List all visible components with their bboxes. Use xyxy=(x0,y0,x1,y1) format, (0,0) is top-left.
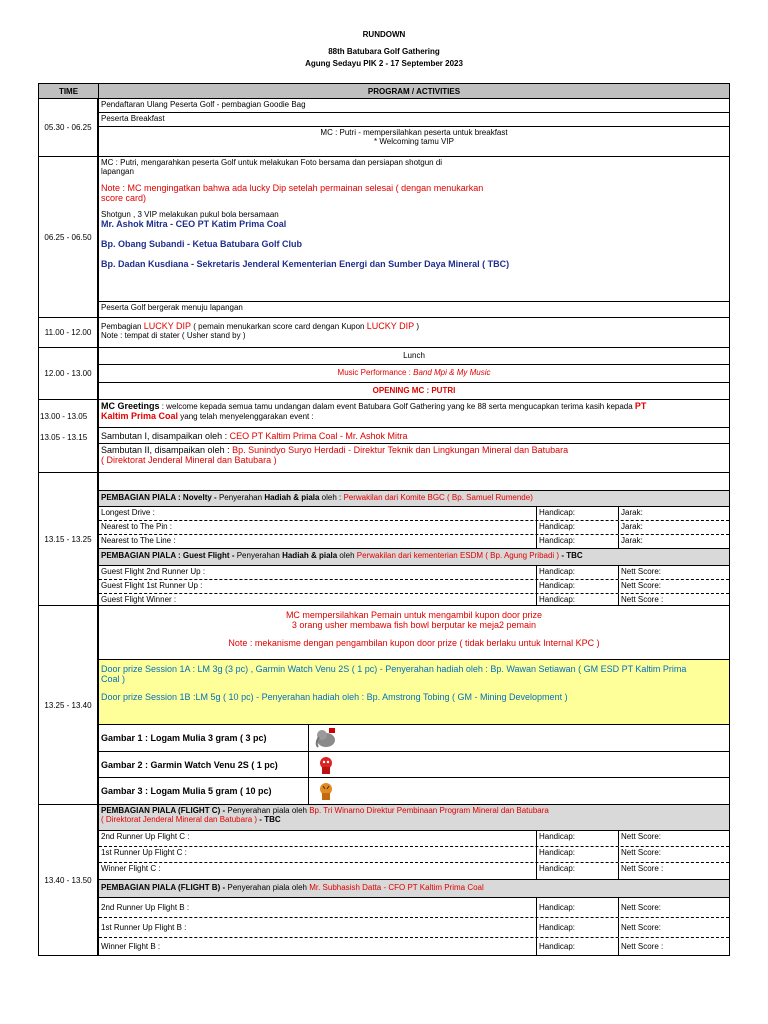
award-name: 2nd Runner Up Flight B : xyxy=(99,898,537,917)
lucky-dip-text: ) xyxy=(414,322,419,331)
activity-line xyxy=(99,127,729,156)
lucky-dip-label: LUCKY DIP xyxy=(143,321,192,331)
welcoming-note: * Welcoming tamu VIP xyxy=(374,137,454,146)
guest-flight-header xyxy=(99,549,729,566)
door-prize-1b: Door prize Session 1B :LM 5g ( 10 pc) - Penyerahan hadiah oleh : Bp. Amstrong Tobing ( GM - Mining Development ) xyxy=(101,692,568,702)
handicap-label: Handicap: xyxy=(537,863,619,879)
score-label: Jarak: xyxy=(621,508,643,517)
award-name: Guest Flight 1st Runner Up : xyxy=(99,580,537,593)
greet-company: Kaltim Prima Coal xyxy=(101,411,179,421)
list-item xyxy=(99,918,729,938)
music-performance xyxy=(99,365,729,382)
lunch-label: Lunch xyxy=(99,348,729,365)
header-text: Penyerahan xyxy=(218,493,265,502)
vip-name: Bp. Obang Subandi - Ketua Batubara Golf Club xyxy=(101,239,303,249)
table-row xyxy=(39,348,729,400)
vip-name: Mr. Ashok Mitra - CEO PT Katim Prima Coal xyxy=(101,219,287,229)
list-item xyxy=(99,535,729,549)
handicap-label: Handicap: xyxy=(537,847,619,862)
elephant-mascot-icon xyxy=(309,725,343,751)
mc-instruction-cont: lapangan xyxy=(101,167,134,176)
sambutan-2 xyxy=(99,444,729,472)
table-row xyxy=(39,473,729,606)
time-cell: 05.30 - 06.25 xyxy=(39,99,99,156)
greet-text: yang telah menyelenggarakan event : xyxy=(178,412,314,421)
activity-line: Peserta Golf bergerak menuju lapangan xyxy=(101,303,243,312)
time-cell: 13.25 - 13.40 xyxy=(39,606,99,804)
time-value: 13.00 - 13.05 xyxy=(40,412,88,421)
greet-label: MC Greetings xyxy=(101,401,160,411)
time-cell: 06.25 - 06.50 xyxy=(39,157,99,317)
mc-instruction: MC : Putri, mengarahkan peserta Golf untuk melakukan Foto bersama dan persiapan shotgun di xyxy=(101,158,443,167)
handicap-label: Handicap: xyxy=(537,507,619,520)
prize-label: Gambar 2 : Garmin Watch Venu 2S ( 1 pc) xyxy=(99,752,309,777)
table-row xyxy=(39,157,729,318)
sambutan-1 xyxy=(99,428,729,444)
score-label: Nett Score: xyxy=(621,832,662,841)
prize-image-row xyxy=(99,725,729,752)
music-label: Music Performance : xyxy=(337,368,414,378)
header-presenter: Bp. Tri Winarno Direktur Pembinaan Program Mineral dan Batubara xyxy=(309,806,549,815)
tiger-mascot-icon xyxy=(309,778,343,804)
opening-mc: OPENING MC : PUTRI xyxy=(372,385,456,395)
sambutan-label: Sambutan I, disampaikan oleh : xyxy=(101,431,230,441)
table-row xyxy=(39,606,729,805)
event-venue: Agung Sedayu PIK 2 - 17 September 2023 xyxy=(305,59,463,68)
header-label: PEMBAGIAN PIALA : Guest Flight - xyxy=(101,551,237,560)
prize-label: Gambar 1 : Logam Mulia 3 gram ( 3 pc) xyxy=(99,725,309,751)
header-tbc: - TBC xyxy=(257,815,281,824)
sambutan-speaker: CEO PT Kaltim Prima Coal - Mr. Ashok Mitra xyxy=(229,431,408,441)
list-item xyxy=(99,847,729,863)
doc-title: RUNDOWN xyxy=(362,30,406,39)
prize-image-row xyxy=(99,752,729,778)
header-presenter: Mr. Subhasish Datta - CFO PT Kaltim Prima Coal xyxy=(309,883,484,892)
score-label: Nett Score : xyxy=(621,864,664,873)
door-prize-1a: Door prize Session 1A : LM 3g (3 pc) , Garmin Watch Venu 2S ( 1 pc) - Penyerahan hadiah oleh : Bp. Wawan Setiawan ( GM ESD PT Kaltim Prima xyxy=(101,664,687,674)
red-mascot-icon xyxy=(309,752,343,777)
list-item xyxy=(99,831,729,847)
table-row xyxy=(39,99,729,157)
door-prize-1a-cont: Coal ) xyxy=(101,674,126,684)
mc-instruction-cont: 3 orang usher membawa fish bowl berputar ke meja2 pemain xyxy=(291,620,537,630)
prize-image-row xyxy=(99,778,729,804)
award-name: Winner Flight C : xyxy=(99,863,537,879)
header-label: PEMBAGIAN PIALA : Novelty - xyxy=(101,493,219,502)
music-band: Band Mpi & My Music xyxy=(413,368,491,378)
mc-greetings xyxy=(99,400,729,428)
lucky-dip-text: Pembagian xyxy=(101,322,144,331)
handicap-label: Handicap: xyxy=(537,831,619,846)
list-item xyxy=(99,580,729,594)
score-label: Nett Score: xyxy=(621,923,662,932)
handicap-label: Handicap: xyxy=(537,918,619,937)
header-text: Penyerahan piala oleh xyxy=(227,883,310,892)
award-name: Winner Flight B : xyxy=(99,938,537,955)
header-text: Hadiah & piala xyxy=(264,493,320,502)
table-row xyxy=(39,805,729,955)
flight-b-header xyxy=(99,880,729,898)
score-label: Jarak: xyxy=(621,536,643,545)
award-name: Guest Flight 2nd Runner Up : xyxy=(99,566,537,579)
score-label: Nett Score: xyxy=(621,903,662,912)
note-text: Note : tempat di stater ( Usher stand by ) xyxy=(101,331,246,340)
door-prize-instruction xyxy=(99,606,729,660)
vip-name: Bp. Dadan Kusdiana - Sekretaris Jenderal Kementerian Energi dan Sumber Daya Mineral ( TBC) xyxy=(101,259,510,269)
program-header: PROGRAM / ACTIVITIES xyxy=(99,84,729,98)
score-label: Nett Score : xyxy=(621,595,664,604)
prize-label: Gambar 3 : Logam Mulia 5 gram ( 10 pc) xyxy=(99,778,309,804)
header-label: PEMBAGIAN PIALA (FLIGHT C) - xyxy=(101,806,228,815)
header-presenter-cont: ( Direktorat Jenderal Mineral dan Batubara ) xyxy=(101,815,258,824)
award-name: 2nd Runner Up Flight C : xyxy=(99,831,537,846)
list-item xyxy=(99,594,729,605)
list-item xyxy=(99,898,729,918)
header-presenter: Perwakilan dari kementerian ESDM ( Bp. Agung Pribadi ) xyxy=(356,551,560,560)
table-row xyxy=(39,318,729,348)
lucky-dip-text: ( pemain menukarkan score card dengan Kupon xyxy=(191,322,367,331)
flight-c-header xyxy=(99,805,729,831)
handicap-label: Handicap: xyxy=(537,594,619,605)
note-text-cont: score card) xyxy=(101,193,147,203)
activity-block xyxy=(99,318,729,347)
header-text: Penyerahan xyxy=(236,551,283,560)
table-row xyxy=(39,400,729,473)
score-label: Nett Score: xyxy=(621,567,662,576)
time-cell: 11.00 - 12.00 xyxy=(39,318,99,347)
door-prize-sessions xyxy=(99,660,729,725)
activity-line: Peserta Breakfast xyxy=(99,113,729,127)
handicap-label: Handicap: xyxy=(537,898,619,917)
mc-instruction: MC : Putri - mempersilahkan peserta untuk breakfast xyxy=(320,128,508,137)
handicap-label: Handicap: xyxy=(537,938,619,955)
list-item xyxy=(99,938,729,955)
header-tbc: - TBC xyxy=(559,551,583,560)
greet-company: PT xyxy=(634,401,647,411)
header-text: Penyerahan piala oleh xyxy=(227,806,310,815)
sambutan-speaker: Bp. Sunindyo Suryo Herdadi - Direktur Teknik dan Lingkungan Mineral dan Batubara xyxy=(232,445,569,455)
award-name: 1st Runner Up Flight B : xyxy=(99,918,537,937)
time-cell: 13.40 - 13.50 xyxy=(39,805,99,955)
time-cell: 12.00 - 13.00 xyxy=(39,348,99,399)
list-item xyxy=(99,507,729,521)
handicap-label: Handicap: xyxy=(537,521,619,534)
activity-block xyxy=(99,157,729,302)
score-label: Nett Score : xyxy=(621,942,664,951)
mc-instruction: MC mempersilahkan Pemain untuk mengambil kupon door prize xyxy=(285,610,543,620)
award-name: Guest Flight Winner : xyxy=(99,594,537,605)
award-name: Nearest to The Pin : xyxy=(99,521,537,534)
lucky-dip-label: LUCKY DIP xyxy=(366,321,415,331)
score-label: Nett Score: xyxy=(621,581,662,590)
time-cell xyxy=(39,400,99,472)
handicap-label: Handicap: xyxy=(537,580,619,593)
list-item xyxy=(99,566,729,580)
handicap-label: Handicap: xyxy=(537,566,619,579)
greet-text: : welcome kepada semua tamu undangan dalam event Batubara Golf Gathering yang ke 88 serta mengucapkan terima kasih kepada xyxy=(159,402,635,411)
header-label: PEMBAGIAN PIALA (FLIGHT B) - xyxy=(101,883,228,892)
shotgun-text: Shotgun , 3 VIP melakukan pukul bola bersamaan xyxy=(101,210,279,219)
award-name: 1st Runner Up Flight C : xyxy=(99,847,537,862)
sambutan-label: Sambutan II, disampaikan oleh : xyxy=(101,445,233,455)
score-label: Jarak: xyxy=(621,522,643,531)
header-presenter: Perwakilan dari Komite BGC ( Bp. Samuel Rumende) xyxy=(343,493,533,502)
header-text: oleh : xyxy=(319,493,344,502)
rundown-table xyxy=(38,83,730,956)
time-header: TIME xyxy=(39,84,99,98)
event-name: 88th Batubara Golf Gathering xyxy=(328,47,440,56)
note-text: Note : mekanisme dengan pengambilan kupon door prize ( tidak berlaku untuk Internal KPC ) xyxy=(228,638,600,648)
novelty-header xyxy=(99,491,729,507)
handicap-label: Handicap: xyxy=(537,535,619,548)
header-text: Hadiah & piala xyxy=(282,551,338,560)
note-text: Note : MC mengingatkan bahwa ada lucky Dip setelah permainan selesai ( dengan menukarkan xyxy=(101,183,484,193)
sambutan-speaker-cont: ( Direktorat Jenderal Mineral dan Batubara ) xyxy=(101,455,277,465)
list-item xyxy=(99,863,729,880)
activity-line: Pendaftaran Ulang Peserta Golf - pembagian Goodie Bag xyxy=(99,99,729,113)
award-name: Longest Drive : xyxy=(99,507,537,520)
list-item xyxy=(99,521,729,535)
award-name: Nearest to The Line : xyxy=(99,535,537,548)
score-label: Nett Score: xyxy=(621,848,662,857)
time-value: 13.05 - 13.15 xyxy=(40,433,88,442)
header-text: oleh xyxy=(337,551,357,560)
time-cell: 13.15 - 13.25 xyxy=(39,473,99,605)
table-header xyxy=(39,84,729,99)
